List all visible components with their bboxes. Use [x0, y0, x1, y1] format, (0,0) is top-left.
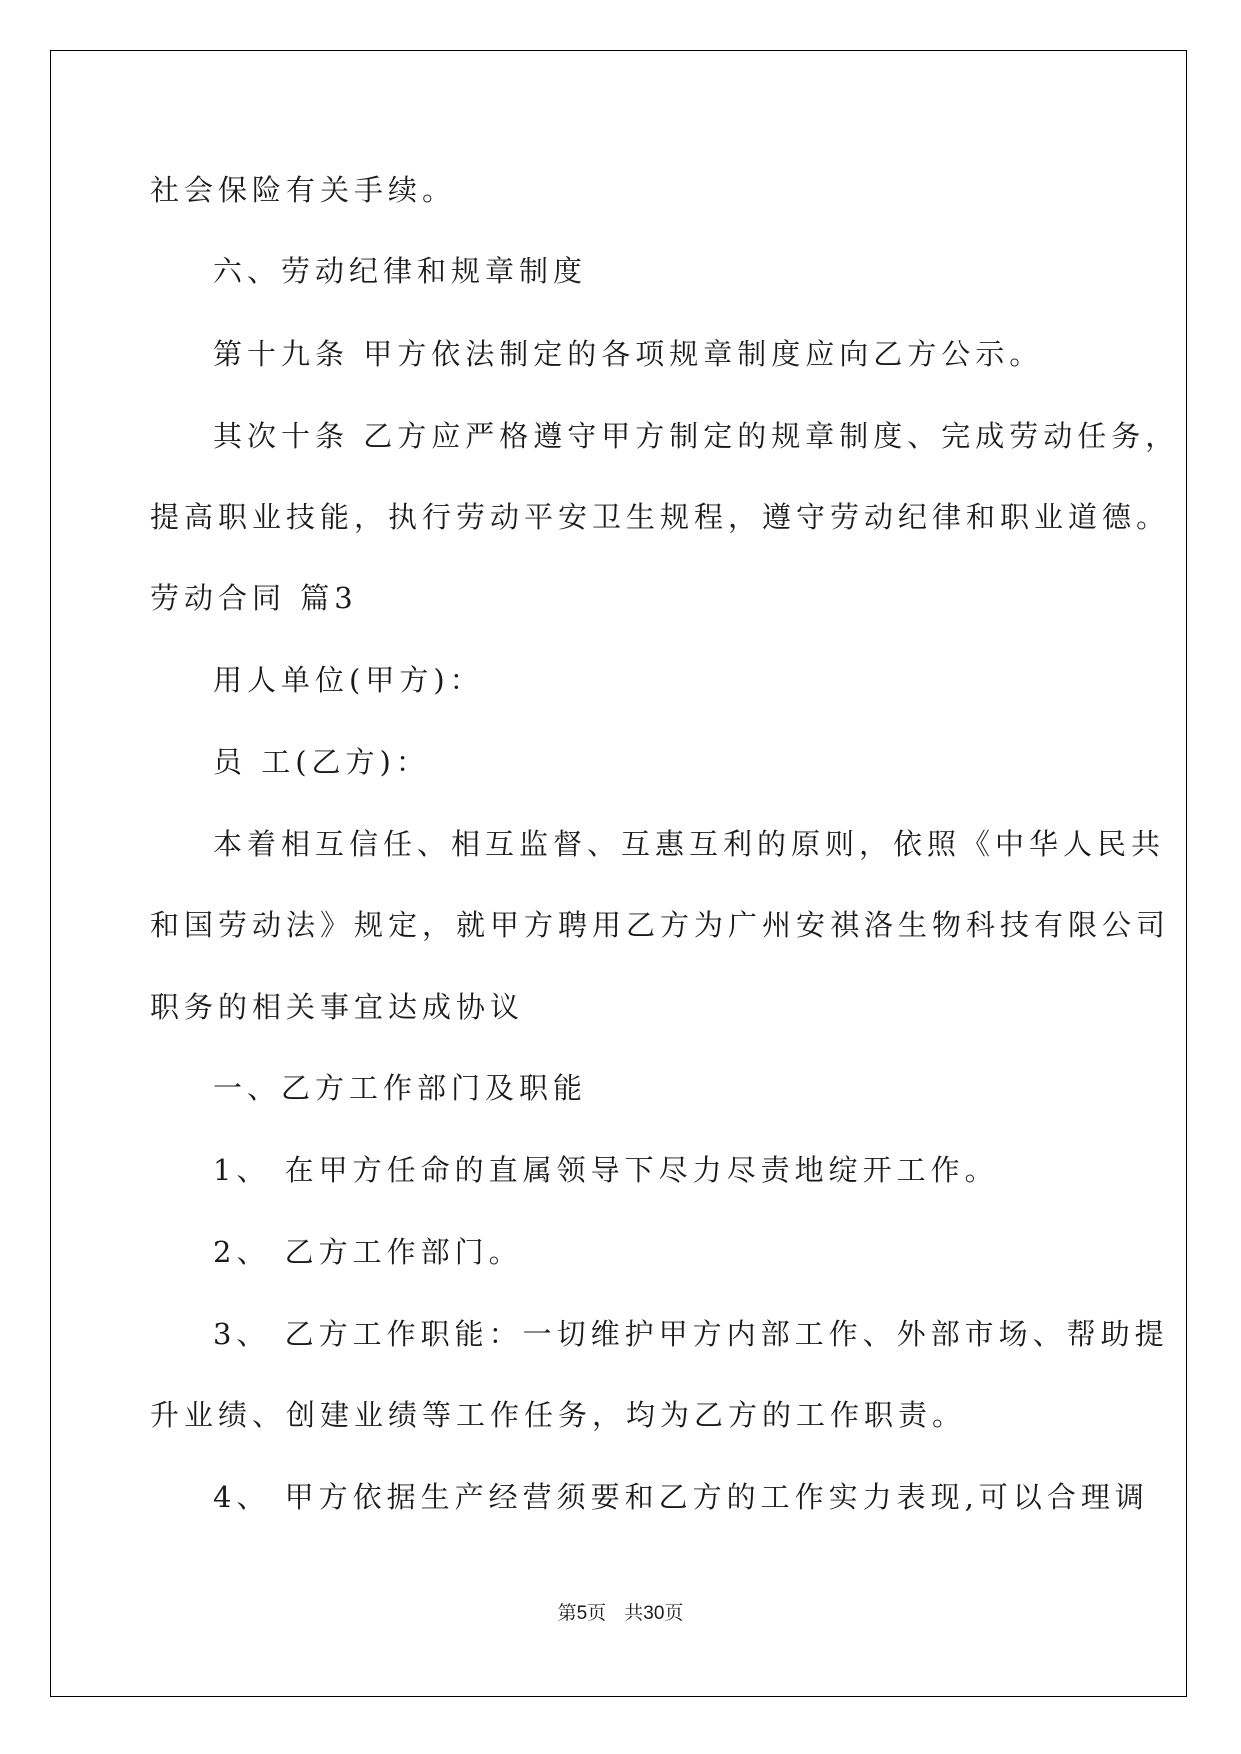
footer-suffix: 页 — [664, 1602, 684, 1624]
text-line: 4、 甲方依据生产经营须要和乙方的工作实力表现,可以合理调 — [213, 1480, 1149, 1514]
text-line: 提高职业技能，执行劳动平安卫生规程，遵守劳动纪律和职业道德。 — [150, 500, 1171, 534]
text-line: 社会保险有关手续。 — [150, 173, 457, 207]
text-line: 3、 乙方工作职能：一切维护甲方内部工作、外部市场、帮助提 — [213, 1317, 1169, 1351]
footer-mid: 页 共 — [587, 1602, 644, 1624]
section-heading: 一、乙方工作部门及职能 — [213, 1071, 588, 1105]
text-line: 第十九条 甲方依法制定的各项规章制度应向乙方公示。 — [213, 337, 1044, 371]
text-line: 职务的相关事宜达成协议 — [150, 990, 525, 1024]
page-total: 30 — [643, 1603, 665, 1624]
text-line: 其次十条 乙方应严格遵守甲方制定的规章制度、完成劳动任务， — [213, 419, 1180, 453]
article-title: 劳动合同 篇3 — [150, 581, 358, 615]
section-heading: 六、劳动纪律和规章制度 — [213, 254, 588, 288]
text-line: 用人单位(甲方)： — [213, 663, 484, 697]
text-line: 本着相互信任、相互监督、互惠互利的原则，依照《中华人民共 — [213, 827, 1166, 861]
page-border — [50, 50, 1187, 1697]
text-line: 和国劳动法》规定，就甲方聘用乙方为广州安祺洛生物科技有限公司 — [150, 908, 1171, 942]
text-line: 升业绩、创建业绩等工作任务，均为乙方的工作职责。 — [150, 1398, 967, 1432]
text-line: 2、 乙方工作部门。 — [213, 1235, 523, 1269]
text-line: 1、 在甲方任命的直属领导下尽力尽责地绽开工作。 — [213, 1153, 999, 1187]
text-line: 员 工(乙方)： — [213, 745, 430, 779]
page-footer — [0, 1598, 1241, 1625]
page-number: 5 — [576, 1603, 588, 1624]
footer-prefix: 第 — [557, 1602, 577, 1624]
